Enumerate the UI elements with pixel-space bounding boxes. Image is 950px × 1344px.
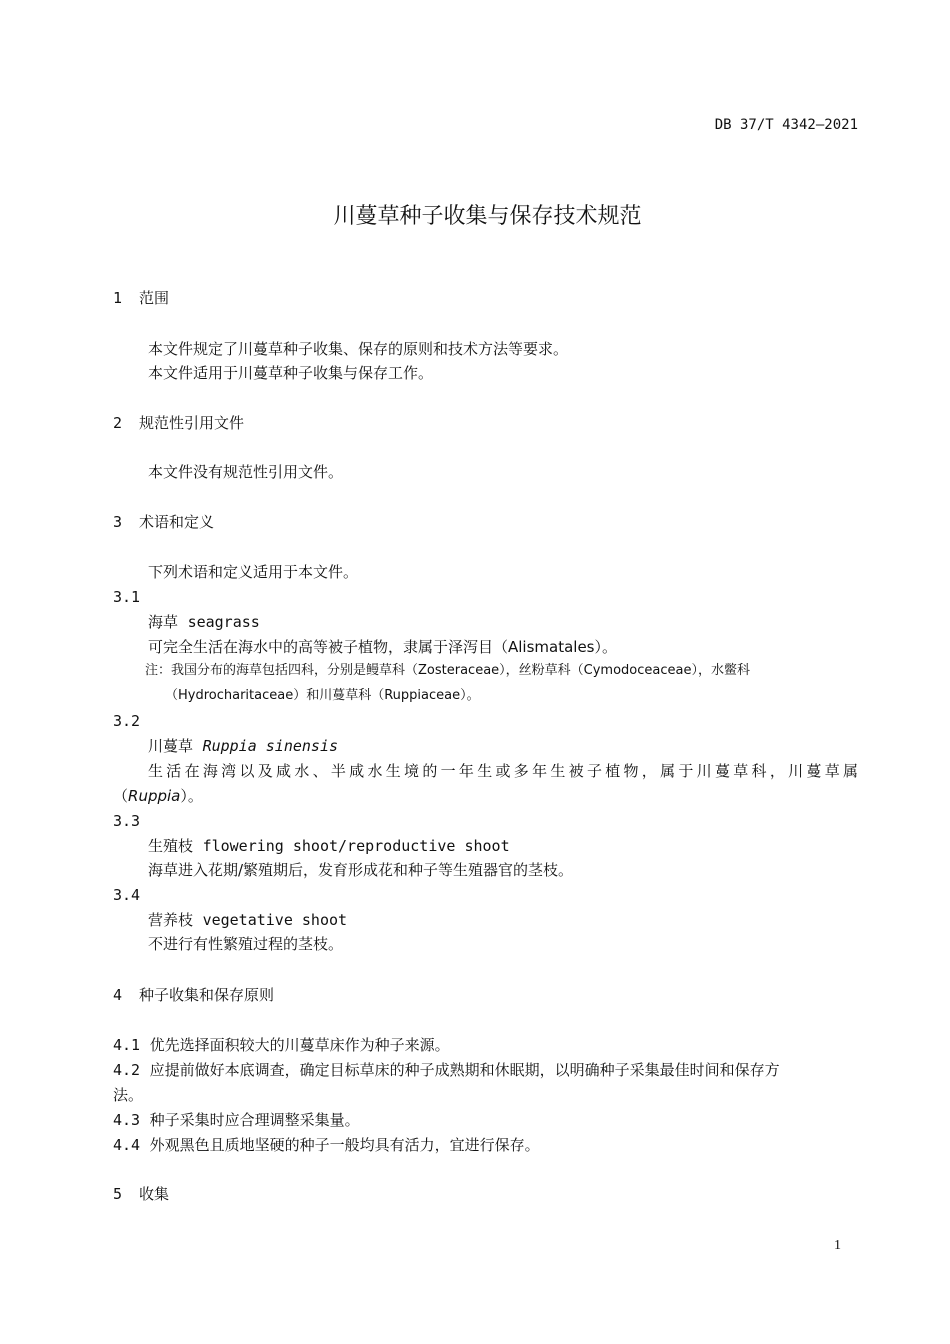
page-number: 1: [834, 1238, 841, 1253]
term-heading: 川蔓草 Ruppia sinensis: [148, 737, 339, 755]
term-heading: 海草 seagrass: [148, 613, 260, 631]
term-number: 3.2: [113, 712, 141, 730]
term-heading: 生殖枝 flowering shoot/reproductive shoot: [148, 837, 510, 855]
clause: 4.4 外观黑色且质地坚硬的种子一般均具有活力，宜进行保存。: [113, 1136, 540, 1154]
paragraph: 本文件适用于川蔓草种子收集与保存工作。: [148, 364, 434, 382]
paragraph: 下列术语和定义适用于本文件。: [148, 563, 359, 581]
note-continuation: （Hydrocharitaceae）和川蔓草科（Ruppiaceae）。: [165, 688, 480, 703]
term-definition: 生活在海湾以及咸水、半咸水生境的一年生或多年生被子植物，属于川蔓草科，川蔓草属: [148, 762, 858, 780]
term-heading: 营养枝 vegetative shoot: [148, 911, 348, 929]
section-2-heading: 2 规范性引用文件: [113, 414, 245, 432]
clause: 4.1 优先选择面积较大的川蔓草床作为种子来源。: [113, 1036, 450, 1054]
paragraph: 本文件规定了川蔓草种子收集、保存的原则和技术方法等要求。: [148, 340, 569, 358]
paragraph: 本文件没有规范性引用文件。: [148, 463, 344, 481]
standard-number: DB 37/T 4342—2021: [714, 117, 858, 133]
note: 注：我国分布的海草包括四科，分别是鳗草科（Zosteraceae），丝粉草科（Cymodoceaceae），水鳖科: [145, 663, 750, 678]
section-1-heading: 1 范围: [113, 289, 170, 307]
clause: 4.2 应提前做好本底调查，确定目标草床的种子成熟期和休眠期，以明确种子采集最佳时间和保存方: [113, 1061, 780, 1079]
section-5-heading: 5 收集: [113, 1185, 170, 1203]
term-definition: 不进行有性繁殖过程的茎枝。: [148, 935, 344, 953]
clause-continuation: 法。: [113, 1086, 144, 1104]
term-definition-continuation: （Ruppia）。: [113, 787, 203, 805]
term-definition: 可完全生活在海水中的高等被子植物，隶属于泽泻目（Alismatales）。: [148, 638, 618, 656]
clause: 4.3 种子采集时应合理调整采集量。: [113, 1111, 360, 1129]
term-definition: 海草进入花期/繁殖期后，发育形成花和种子等生殖器官的茎枝。: [148, 861, 574, 879]
term-number: 3.4: [113, 886, 141, 904]
term-number: 3.3: [113, 812, 141, 830]
section-3-heading: 3 术语和定义: [113, 513, 215, 531]
section-4-heading: 4 种子收集和保存原则: [113, 986, 275, 1004]
term-number: 3.1: [113, 588, 141, 606]
page-title: 川蔓草种子收集与保存技术规范: [333, 204, 642, 229]
